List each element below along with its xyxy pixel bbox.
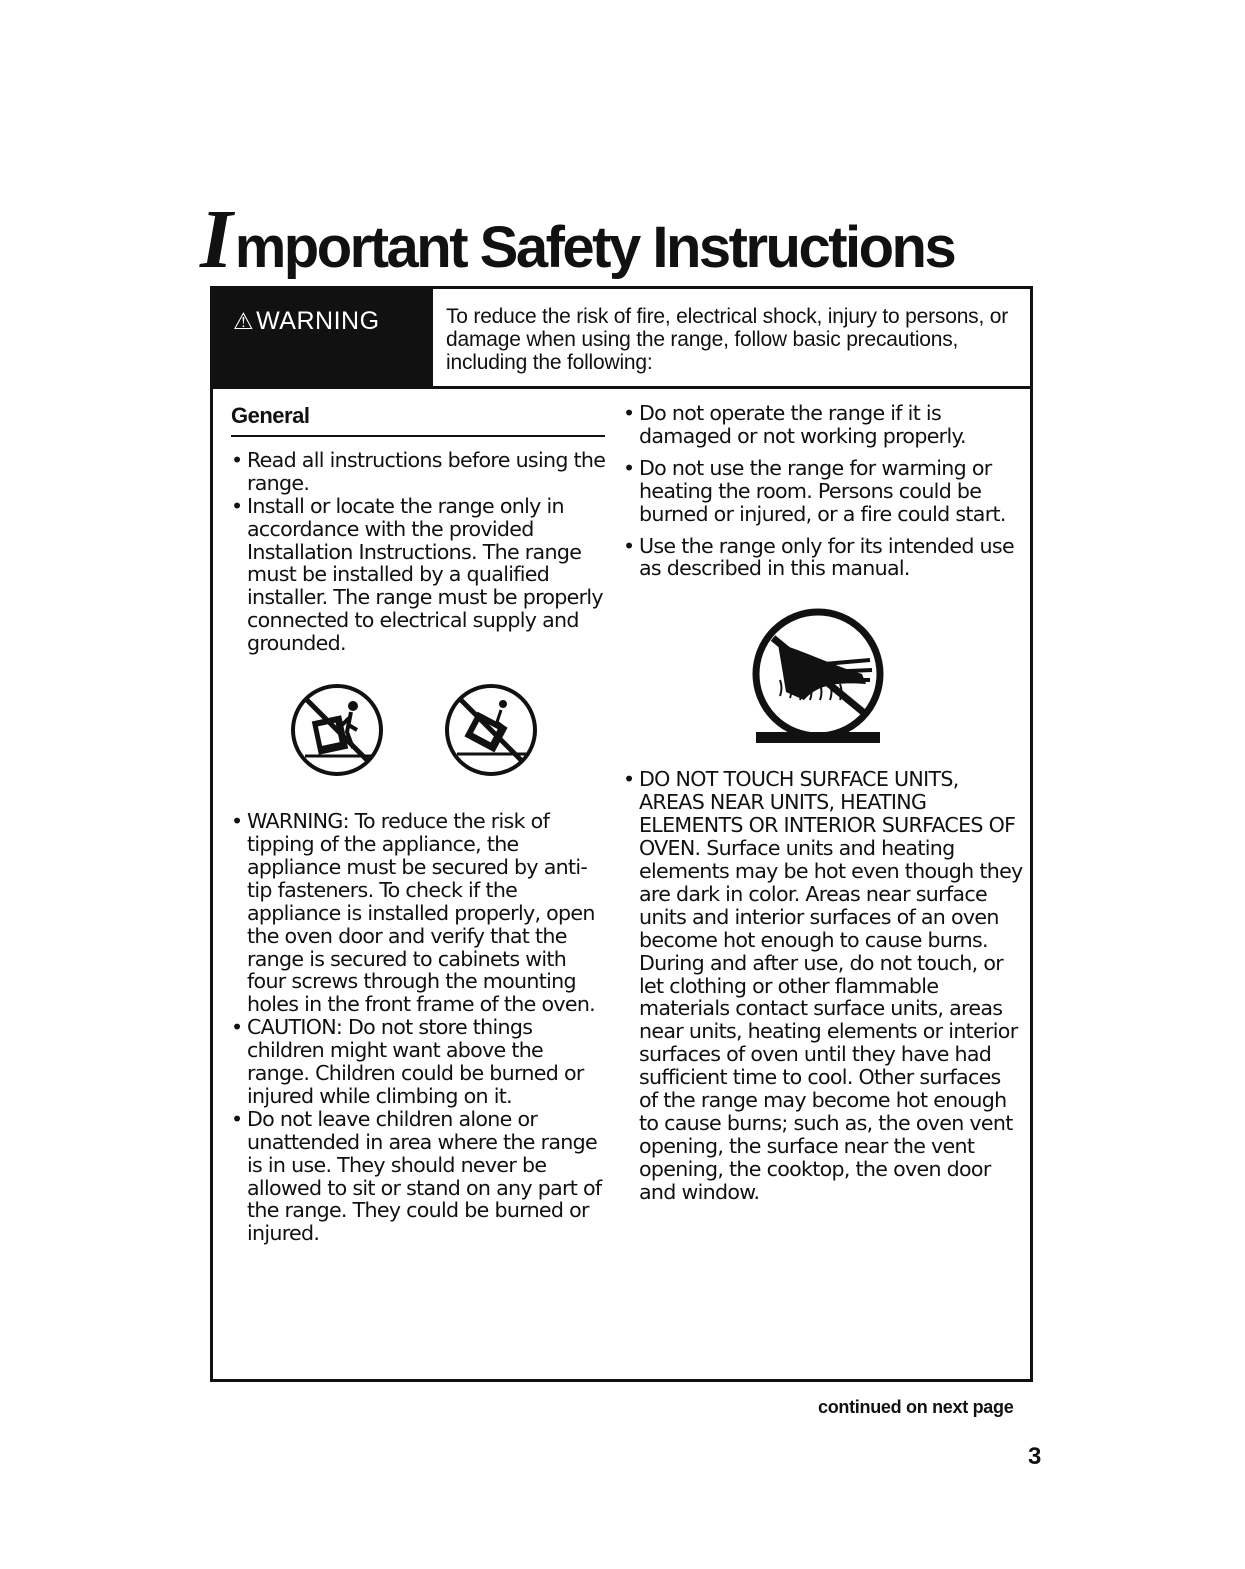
page-number: 3 (1028, 1443, 1042, 1470)
section-heading-general: General (231, 405, 605, 437)
list-item: • DO NOT TOUCH SURFACE UNITS, AREAS NEAR UNITS, HEATING ELEMENTS OR INTERIOR SURFACES OF OVEN. Surface units and heating elements may be hot even though they are dark in color. Areas near surface units and interior surfaces of an oven become hot enough to cause burns. During and after use, do not touch, or let clothing or other flammable materials contact surface units, areas near units, heating elements or interior surfaces of oven until they have had sufficient time to cool. Other surfaces of the range may become hot enough to cause burns; such as, the oven vent opening, the surface near the vent opening, the cooktop, the oven door and window. (623, 768, 1023, 1203)
warning-triangle-icon: ⚠ (233, 308, 255, 334)
warning-bar (213, 289, 1030, 389)
warning-label (213, 289, 433, 386)
list-item: • Do not leave children alone or unattended in area where the range is in use. They should never be allowed to sit or stand on any part of the range. They could be burned or injured. (231, 1108, 609, 1245)
list-item: • Read all instructions before using the range. (231, 449, 609, 495)
no-tipping-range-icon (441, 680, 541, 780)
list-item: • Install or locate the range only in accordance with the provided Installation Instructions. The range must be installed by a qualified installer. The range must be properly connected to electrical supply and grounded. (231, 495, 609, 655)
right-column (623, 402, 1023, 1204)
hot-surface-icon-area (623, 604, 1023, 754)
title-initial: I (200, 193, 233, 286)
continued-note: continued on next page (818, 1397, 1014, 1417)
safety-instructions-box (210, 286, 1033, 1382)
no-climbing-on-range-icon (287, 680, 387, 780)
list-item: • CAUTION: Do not store things children might want above the range. Children could be burned or injured while climbing on it. (231, 1016, 609, 1108)
page-title (200, 193, 955, 286)
list-item: • Use the range only for its intended use as described in this manual. (623, 535, 1023, 581)
warning-label-text: WARNING (256, 307, 380, 335)
list-item: • Do not operate the range if it is damaged or not working properly. (623, 402, 1023, 448)
no-touch-hot-surface-icon (738, 604, 898, 754)
list-item: • Do not use the range for warming or heating the room. Persons could be burned or injured, or a fire could start. (623, 457, 1023, 526)
tip-warning-icons (231, 680, 609, 790)
list-item: • WARNING: To reduce the risk of tipping of the appliance, the appliance must be secured by anti-tip fasteners. To check if the appliance is installed properly, open the oven door and verify that the range is secured to cabinets with four screws through the mounting holes in the front frame of the oven. (231, 810, 609, 1016)
title-rest: mportant Safety Instructions (234, 215, 955, 280)
warning-text: To reduce the risk of fire, electrical shock, injury to persons, or damage when using the range, follow basic precautions, including the following: (446, 305, 1009, 374)
left-column (231, 405, 609, 1245)
